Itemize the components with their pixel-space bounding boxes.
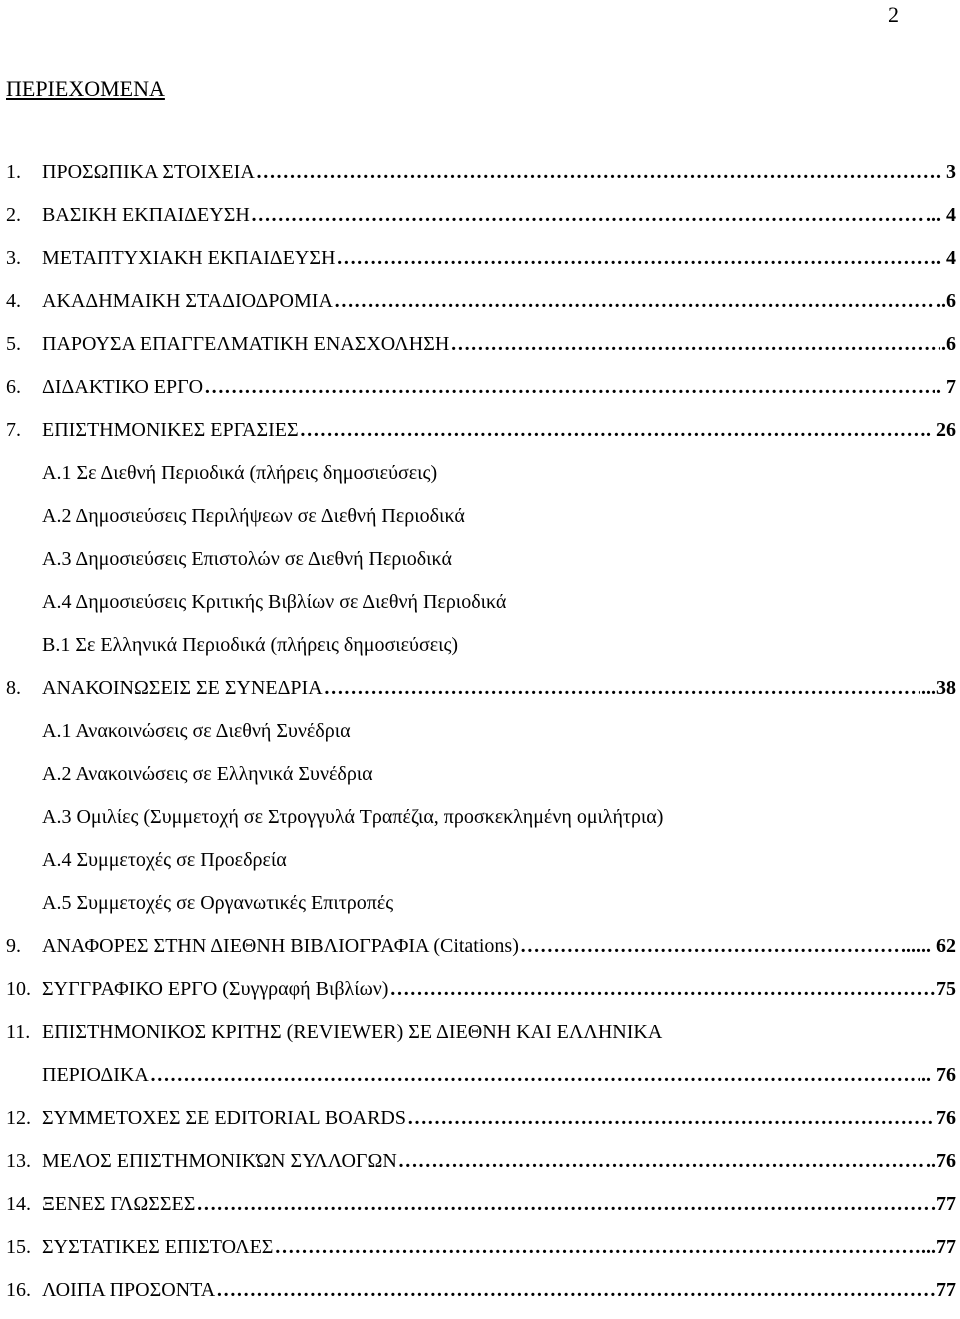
toc-subentry (6, 459, 956, 502)
toc-entry-11-continued (6, 1061, 956, 1104)
entry-number: 13. (6, 1150, 31, 1172)
entry-label: ΑΝΑΦΟΡΕΣ ΣΤΗΝ ΔΙΕΘΝΗ ΒΙΒΛΙΟΓΡΑΦΙΑ (Citations) (42, 935, 519, 957)
entry-number: 15. (6, 1236, 31, 1258)
toc-entry-13 (6, 1147, 956, 1190)
entry-label: ΑΝΑΚΟΙΝΩΣΕΙΣ ΣΕ ΣΥΝΕΔΡΙΑ (42, 677, 323, 699)
entry-number: 8. (6, 677, 21, 699)
entry-label: ΕΠΙΣΤΗΜΟΝΙΚΕΣ ΕΡΓΑΣΙΕΣ (42, 419, 299, 441)
toc-entry-7 (6, 416, 956, 459)
dot-leader (204, 373, 935, 401)
toc-entry-3 (6, 244, 956, 287)
entry-page: . 3 (936, 161, 956, 183)
entry-page: ..76 (926, 1150, 956, 1172)
toc-subentry (6, 717, 956, 760)
entry-number: 7. (6, 419, 21, 441)
entry-page: .. 76 (921, 1064, 956, 1086)
entry-label: ΔΙΔΑΚΤΙΚΟ ΕΡΓΟ (42, 376, 204, 398)
entry-number: 6. (6, 376, 21, 398)
dot-leader (336, 244, 935, 272)
dot-leader (520, 932, 900, 960)
entry-page: .6 (941, 333, 956, 355)
entry-label: Α.3 Δημοσιεύσεις Επιστολών σε Διεθνή Περιοδικά (42, 548, 452, 570)
toc-entry-12 (6, 1104, 956, 1147)
dot-leader (150, 1061, 920, 1089)
toc-entry-5 (6, 330, 956, 373)
dot-leader (216, 1276, 935, 1304)
entry-page: ... 4 (926, 204, 956, 226)
entry-number: 1. (6, 161, 21, 183)
toc-subentry (6, 631, 956, 674)
entry-label: ΞΕΝΕΣ ΓΛΩΣΣΕΣ (42, 1193, 196, 1215)
entry-page: ..6 (936, 290, 956, 312)
entry-number: 9. (6, 935, 21, 957)
dot-leader (256, 158, 935, 186)
entry-label: Α.1 Σε Διεθνή Περιοδικά (πλήρεις δημοσιεύσεις) (42, 462, 438, 484)
toc-entry-15 (6, 1233, 956, 1276)
entry-label: ΕΠΙΣΤΗΜΟΝΙΚΟΣ ΚΡΙΤΗΣ (REVIEWER) ΣΕ ΔΙΕΘΝΗ ΚΑΙ ΕΛΛΗΝΙΚΑ (42, 1021, 663, 1043)
entry-label: ΑΚΑΔΗΜΑΙΚΗ ΣΤΑΔΙΟΔΡΟΜΙΑ (42, 290, 333, 312)
dot-leader (407, 1104, 935, 1132)
entry-page: . 4 (936, 247, 956, 269)
toc-entry-1 (6, 158, 956, 201)
entry-label: ΣΥΣΤΑΤΙΚΕΣ ΕΠΙΣΤΟΛΕΣ (42, 1236, 274, 1258)
entry-label: Α.2 Δημοσιεύσεις Περιλήψεων σε Διεθνή Περιοδικά (42, 505, 465, 527)
dot-leader (196, 1190, 930, 1218)
toc-entry-6 (6, 373, 956, 416)
entry-label: ΒΑΣΙΚΗ ΕΚΠΑΙΔΕΥΣΗ (42, 204, 250, 226)
dot-leader (274, 1233, 920, 1261)
entry-page: 75 (936, 978, 956, 1000)
toc-entry-11 (6, 1018, 956, 1061)
dot-leader (389, 975, 935, 1003)
toc-subentry (6, 588, 956, 631)
toc-subentry (6, 545, 956, 588)
entry-page: . 26 (926, 419, 956, 441)
entry-page: .77 (931, 1193, 956, 1215)
toc-subentry (6, 502, 956, 545)
toc-entry-14 (6, 1190, 956, 1233)
entry-page: ...77 (921, 1236, 956, 1258)
entry-number: 14. (6, 1193, 31, 1215)
entry-label: Β.1 Σε Ελληνικά Περιοδικά (πλήρεις δημοσιεύσεις) (42, 634, 459, 656)
toc-entry-16 (6, 1276, 956, 1319)
entry-label: ΛΟΙΠΑ ΠΡΟΣΟΝΤΑ (42, 1279, 216, 1301)
toc-entry-4 (6, 287, 956, 330)
entry-page: 76 (936, 1107, 956, 1129)
entry-label: Α.3 Ομιλίες (Συμμετοχή σε Στρογγυλά Τραπέζια, προσκεκλημένη ομιλήτρια) (42, 806, 664, 828)
table-of-contents (6, 158, 956, 1319)
entry-number: 12. (6, 1107, 31, 1129)
entry-number: 4. (6, 290, 21, 312)
dot-leader (251, 201, 925, 229)
entry-label: Α.4 Δημοσιεύσεις Κριτικής Βιβλίων σε Διεθνή Περιοδικά (42, 591, 507, 613)
toc-entry-2 (6, 201, 956, 244)
entry-label: ΣΥΜΜΕΤΟΧΕΣ ΣΕ EDITORIAL BOARDS (42, 1107, 406, 1129)
toc-entry-8 (6, 674, 956, 717)
toc-entry-10 (6, 975, 956, 1018)
toc-entry-9 (6, 932, 956, 975)
dot-leader (324, 674, 920, 702)
entry-label: ΠΡΟΣΩΠΙΚΑ ΣΤΟΙΧΕΙΑ (42, 161, 255, 183)
entry-page: 77 (936, 1279, 956, 1301)
toc-subentry (6, 760, 956, 803)
entry-page: . 7 (936, 376, 956, 398)
toc-subentry (6, 803, 956, 846)
entry-label: ΣΥΓΓΡΑΦΙΚΟ ΕΡΓΟ (Συγγραφή Βιβλίων) (42, 978, 389, 1000)
toc-subentry (6, 846, 956, 889)
entry-label: Α.1 Ανακοινώσεις σε Διεθνή Συνέδρια (42, 720, 351, 742)
entry-label: Α.5 Συμμετοχές σε Οργανωτικές Επιτροπές (42, 892, 394, 914)
entry-label: ΜΕΤΑΠΤΥΧΙΑΚΗ ΕΚΠΑΙΔΕΥΣΗ (42, 247, 336, 269)
entry-page: ...38 (921, 677, 956, 699)
page-number: 2 (888, 2, 899, 27)
entry-label: Α.2 Ανακοινώσεις σε Ελληνικά Συνέδρια (42, 763, 373, 785)
entry-number: 3. (6, 247, 21, 269)
entry-number: 16. (6, 1279, 31, 1301)
entry-label: ΜΕΛΟΣ ΕΠΙΣΤΗΜΟΝΙΚΏΝ ΣΥΛΛΟΓΩΝ (42, 1150, 397, 1172)
entry-number: 10. (6, 978, 31, 1000)
entry-label: Α.4 Συμμετοχές σε Προεδρεία (42, 849, 287, 871)
dot-leader (300, 416, 925, 444)
entry-number: 11. (6, 1021, 31, 1043)
entry-number: 2. (6, 204, 21, 226)
toc-subentry (6, 889, 956, 932)
dot-leader (450, 330, 940, 358)
entry-label: ΠΑΡΟΥΣΑ ΕΠΑΓΓΕΛΜΑΤΙΚΗ ΕΝΑΣΧΟΛΗΣΗ (42, 333, 450, 355)
dot-leader (398, 1147, 925, 1175)
entry-number: 5. (6, 333, 21, 355)
page-title: ΠΕΡΙΕΧΟΜΕΝΑ (6, 76, 165, 101)
entry-page: ...... 62 (901, 935, 956, 957)
entry-label: ΠΕΡΙΟΔΙΚΑ (42, 1064, 149, 1086)
dot-leader (334, 287, 935, 315)
